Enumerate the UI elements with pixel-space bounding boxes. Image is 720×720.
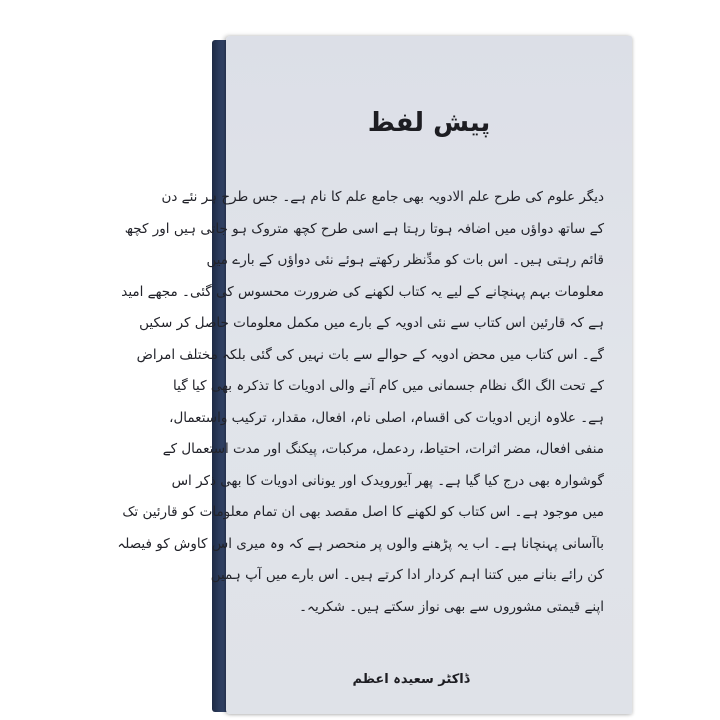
text-line: میں موجود ہے۔ اس کتاب کو لکھنے کا اصل مقصد بھی ان تمام معلومات کو قارئین تک <box>122 504 604 520</box>
preface-body <box>117 182 604 623</box>
text-line: گوشوارہ بھی درج کیا گیا ہے۔ پھر آیورویدک اور یونانی ادویات کا بھی ذکر اس <box>171 472 604 489</box>
author-signature: ڈاکٹر سعیدہ اعظم <box>352 672 470 687</box>
text-line: کے ساتھ دواؤں میں اضافہ ہوتا رہتا ہے اسی طرح کچھ متروک ہو جاتی ہیں اور کچھ <box>124 220 604 237</box>
text-line: اپنے قیمتی مشوروں سے بھی نواز سکتے ہیں۔ شکریہ۔ <box>299 598 604 615</box>
text-line: کن رائے بنانے میں کتنا اہم کردار ادا کرتے ہیں۔ اس بارے میں آپ ہمیں <box>210 567 604 583</box>
text-line: باآسانی پہنچانا ہے۔ اب یہ پڑھنے والوں پر منحصر ہے کہ وہ میری اس کاوش کو فیصلہ <box>117 535 604 552</box>
text-line: گے۔ اس کتاب میں محض ادویہ کے حوالے سے بات نہیں کی گئی بلکہ مختلف امراض <box>136 346 604 363</box>
book-page <box>117 36 632 714</box>
text-line: کے تحت الگ الگ نظام جسمانی میں کام آنے والی ادویات کا تذکرہ بھی کیا گیا <box>173 378 604 394</box>
text-line: ہے۔ علاوہ ازیں ادویات کی اقسام، اصلی نام، افعال، مقدار، ترکیب واستعمال، <box>169 409 604 426</box>
text-line: دیگر علوم کی طرح علم الادویہ بھی جامع علم کا نام ہے۔ جس طرح ہر نئے دن <box>161 189 604 205</box>
text-line: معلومات بہم پہنچانے کے لیے یہ کتاب لکھنے کی ضرورت محسوس کی گئی۔ مجھے امید <box>121 283 604 300</box>
text-line: ہے کہ قارئین اس کتاب سے نئی ادویہ کے بارے میں مکمل معلومات حاصل کر سکیں <box>139 315 604 331</box>
page-title: پیش لفظ <box>367 108 491 138</box>
text-line: قائم رہتی ہیں۔ اس بات کو مدِّنظر رکھتے ہوئے نئی دواؤں کے بارے میں <box>206 252 604 268</box>
text-line: منفی افعال، مضر اثرات، احتیاط، ردعمل، مرکبات، پیکنگ اور مدت استعمال کے <box>162 441 604 457</box>
